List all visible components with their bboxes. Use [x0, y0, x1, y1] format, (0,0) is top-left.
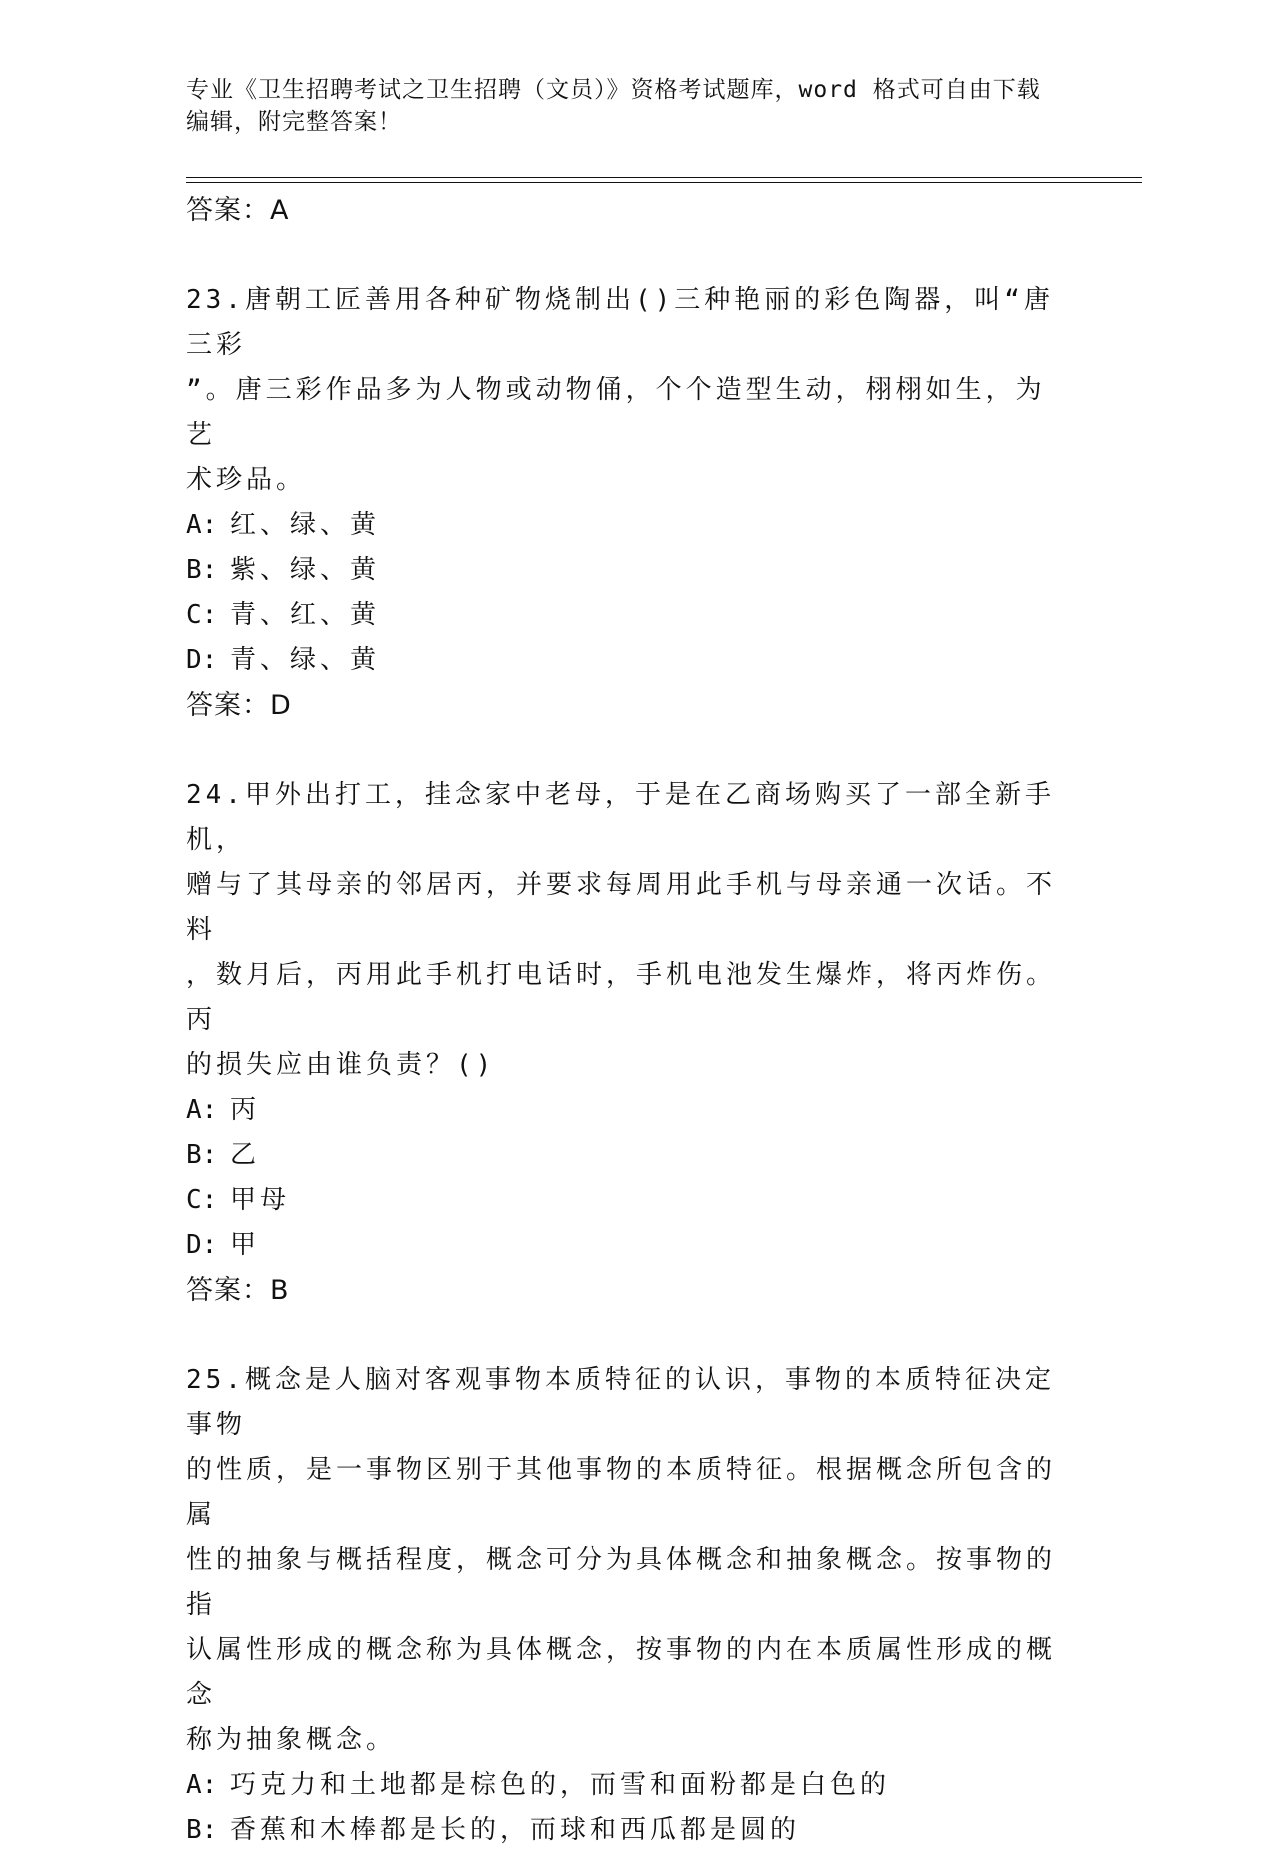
option-text: 紫、绿、黄 — [230, 555, 381, 585]
option-text: 青、绿、黄 — [230, 645, 381, 675]
option-d — [186, 1223, 1086, 1268]
question-text-line: ，数月后，丙用此手机打电话时，手机电池发生爆炸，将丙炸伤。丙 — [186, 960, 1057, 1035]
header-line-1: 专业《卫生招聘考试之卫生招聘（文员）》资格考试题库，word 格式可自由下载 — [186, 77, 1041, 103]
option-b — [186, 1133, 1086, 1178]
option-letter: A: — [186, 1770, 218, 1800]
question-24-text — [186, 773, 1066, 1088]
option-letter: A: — [186, 510, 218, 540]
question-24-answer: 答案：B — [186, 1275, 290, 1306]
option-a — [186, 503, 1086, 548]
question-list — [186, 188, 1086, 1853]
header-divider-top — [186, 177, 1142, 178]
header-line-2: 编辑，附完整答案！ — [186, 109, 402, 135]
option-c — [186, 593, 1086, 638]
question-text-line: 称为抽象概念。 — [186, 1725, 397, 1755]
question-text-line: 的性质，是一事物区别于其他事物的本质特征。根据概念所包含的属 — [186, 1455, 1057, 1530]
question-24 — [186, 773, 1086, 1313]
option-a — [186, 1088, 1086, 1133]
option-text: 丙 — [230, 1095, 261, 1125]
option-c — [186, 1178, 1086, 1223]
option-letter: B: — [186, 555, 218, 585]
question-text-line: 术珍品。 — [186, 465, 307, 495]
question-text-line: 25.概念是人脑对客观事物本质特征的认识，事物的本质特征决定事物 — [186, 1365, 1055, 1440]
option-letter: D: — [186, 1230, 218, 1260]
option-letter: D: — [186, 645, 218, 675]
header-divider-bottom — [186, 182, 1142, 183]
option-b — [186, 548, 1086, 593]
option-d — [186, 638, 1086, 683]
question-25 — [186, 1358, 1086, 1853]
question-text-line: 认属性形成的概念称为具体概念，按事物的内在本质属性形成的概念 — [186, 1635, 1057, 1710]
spacer — [186, 233, 1086, 278]
option-letter: C: — [186, 600, 218, 630]
option-text: 甲母 — [230, 1185, 291, 1215]
question-text-line: 的损失应由谁负责？() — [186, 1050, 496, 1080]
option-b — [186, 1808, 1086, 1853]
question-text-line: ”。唐三彩作品多为人物或动物俑，个个造型生动，栩栩如生，为艺 — [186, 375, 1046, 450]
question-23-text — [186, 278, 1066, 503]
question-23 — [186, 278, 1086, 728]
spacer — [186, 728, 1086, 773]
option-text: 青、红、黄 — [230, 600, 381, 630]
question-25-text — [186, 1358, 1066, 1763]
option-letter: B: — [186, 1140, 218, 1170]
spacer — [186, 1313, 1086, 1358]
question-text-line: 性的抽象与概括程度，概念可分为具体概念和抽象概念。按事物的指 — [186, 1545, 1057, 1620]
option-text: 甲 — [230, 1230, 261, 1260]
option-letter: C: — [186, 1185, 218, 1215]
option-text: 香蕉和木棒都是长的，而球和西瓜都是圆的 — [230, 1815, 801, 1845]
question-text-line: 赠与了其母亲的邻居丙，并要求每周用此手机与母亲通一次话。不料 — [186, 870, 1057, 945]
option-text: 巧克力和土地都是棕色的，而雪和面粉都是白色的 — [230, 1770, 891, 1800]
option-text: 乙 — [230, 1140, 261, 1170]
option-a — [186, 1763, 1086, 1808]
option-letter: B: — [186, 1815, 218, 1845]
option-text: 红、绿、黄 — [230, 510, 381, 540]
question-23-answer: 答案：D — [186, 690, 292, 721]
previous-answer: 答案：A — [186, 195, 290, 226]
option-letter: A: — [186, 1095, 218, 1125]
document-header — [186, 74, 1066, 138]
question-text-line: 24.甲外出打工，挂念家中老母，于是在乙商场购买了一部全新手机， — [186, 780, 1055, 855]
question-text-line: 23.唐朝工匠善用各种矿物烧制出()三种艳丽的彩色陶器，叫“唐三彩 — [186, 285, 1054, 360]
